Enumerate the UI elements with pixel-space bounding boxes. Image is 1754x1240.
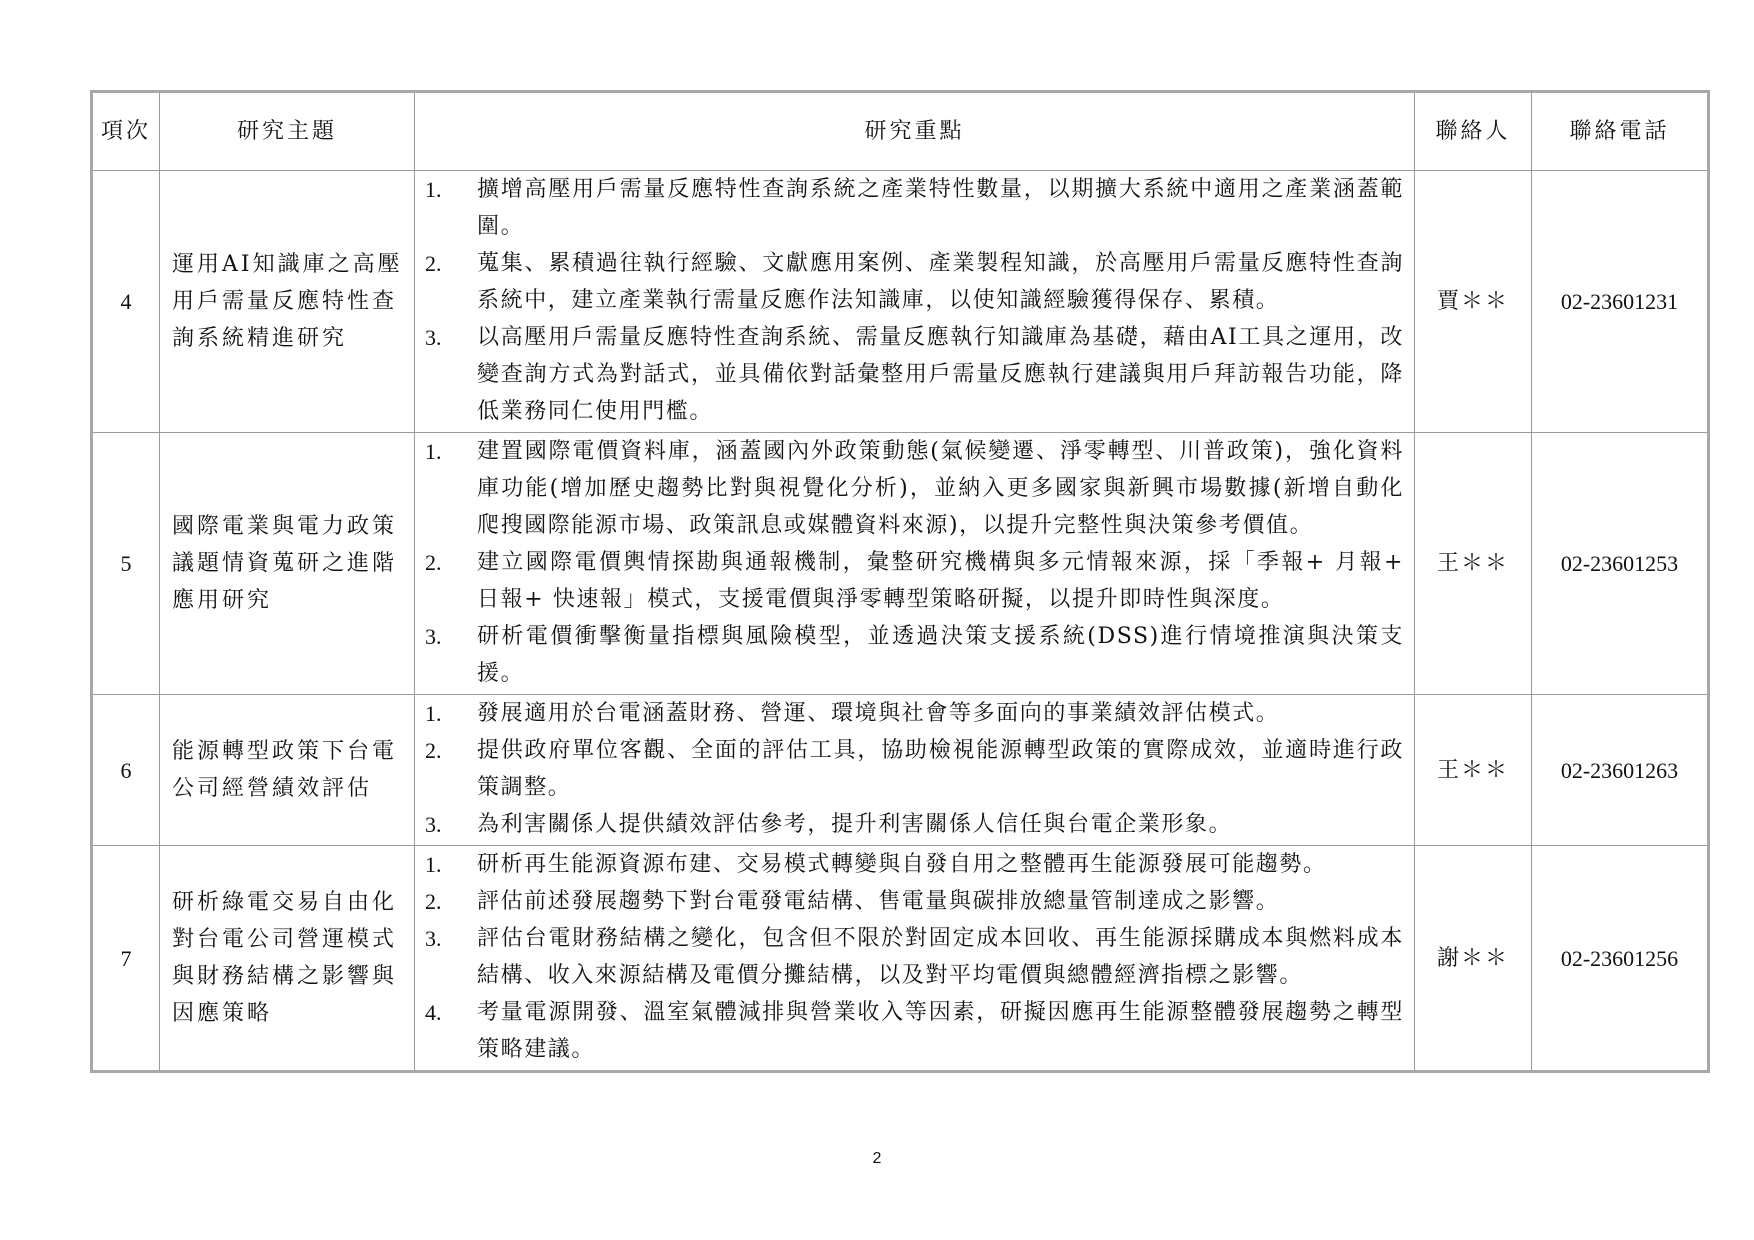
research-topic-cell: 能源轉型政策下台電公司經營績效評估 (160, 695, 415, 846)
focus-point (425, 433, 1404, 544)
focus-point (425, 732, 1404, 806)
table-header-row (92, 92, 1709, 171)
focus-point-text: 為利害關係人提供績效評估參考，提升利害關係人信任與台電企業形象。 (477, 812, 1233, 837)
item-number-cell: 6 (92, 695, 160, 846)
focus-point-number: 3. (425, 812, 442, 837)
contact-phone-cell: 02-23601253 (1532, 433, 1709, 695)
page-number: 2 (872, 1150, 882, 1167)
focus-point-text: 蒐集、累積過往執行經驗、文獻應用案例、產業製程知識，於高壓用戶需量反應特性查詢系統中，建立產業執行需量反應作法知識庫，以使知識經驗獲得保存、累積。 (477, 251, 1404, 313)
focus-point (425, 994, 1404, 1068)
focus-point-text: 建置國際電價資料庫，涵蓋國內外政策動態(氣候變遷、淨零轉型、川普政策)，強化資料庫功能(增加歷史趨勢比對與視覺化分析)，並納入更多國家與新興市場數據(新增自動化爬搜國際能源市場、政策訊息或媒體資料來源)，以提升完整性與決策參考價值。 (477, 439, 1404, 538)
contact-person-cell: 賈＊＊ (1415, 171, 1532, 433)
contact-phone-cell: 02-23601263 (1532, 695, 1709, 846)
table-row (92, 695, 1709, 846)
focus-point-number: 2. (425, 738, 442, 763)
focus-point-text: 研析電價衝擊衡量指標與風險模型，並透過決策支援系統(DSS)進行情境推演與決策支援。 (477, 624, 1404, 686)
focus-point-text: 以高壓用戶需量反應特性查詢系統、需量反應執行知識庫為基礎，藉由AI工具之運用，改變查詢方式為對話式，並具備依對話彙整用戶需量反應執行建議與用戶拜訪報告功能，降低業務同仁使用門檻。 (477, 325, 1404, 424)
table-row (92, 171, 1709, 433)
table-row (92, 846, 1709, 1072)
header-contact-person: 聯絡人 (1415, 92, 1532, 171)
research-focus-cell (415, 171, 1415, 433)
focus-point-number: 3. (425, 325, 442, 350)
focus-point (425, 618, 1404, 692)
item-number-cell: 7 (92, 846, 160, 1072)
item-number-cell: 4 (92, 171, 160, 433)
focus-point (425, 883, 1404, 920)
research-topic-cell: 研析綠電交易自由化對台電公司營運模式與財務結構之影響與因應策略 (160, 846, 415, 1072)
contact-phone-cell: 02-23601231 (1532, 171, 1709, 433)
research-focus-cell (415, 433, 1415, 695)
focus-point-text: 研析再生能源資源布建、交易模式轉變與自發自用之整體再生能源發展可能趨勢。 (477, 852, 1327, 877)
focus-point-text: 發展適用於台電涵蓋財務、營運、環境與社會等多面向的事業績效評估模式。 (477, 701, 1280, 726)
focus-point (425, 806, 1404, 843)
focus-point-text: 考量電源開發、溫室氣體減排與營業收入等因素，研擬因應再生能源整體發展趨勢之轉型策略建議。 (477, 1000, 1404, 1062)
focus-point-number: 1. (425, 439, 442, 464)
item-number-cell: 5 (92, 433, 160, 695)
focus-point (425, 544, 1404, 618)
focus-point (425, 846, 1404, 883)
research-topic-cell: 國際電業與電力政策議題情資蒐研之進階應用研究 (160, 433, 415, 695)
focus-point-number: 2. (425, 889, 442, 914)
focus-point-number: 1. (425, 177, 442, 202)
table-row (92, 433, 1709, 695)
focus-point-text: 評估台電財務結構之變化，包含但不限於對固定成本回收、再生能源採購成本與燃料成本結構、收入來源結構及電價分攤結構，以及對平均電價與總體經濟指標之影響。 (477, 926, 1404, 988)
focus-point-number: 3. (425, 926, 442, 951)
focus-point-number: 2. (425, 550, 442, 575)
header-research-topic: 研究主題 (160, 92, 415, 171)
focus-point (425, 171, 1404, 245)
research-topics-table (90, 90, 1710, 1073)
contact-phone-cell: 02-23601256 (1532, 846, 1709, 1072)
focus-point-number: 4. (425, 1000, 442, 1025)
focus-point-text: 建立國際電價輿情探勘與通報機制，彙整研究機構與多元情報來源，採「季報+ 月報+ 日報+ 快速報」模式，支援電價與淨零轉型策略研擬，以提升即時性與深度。 (477, 550, 1404, 612)
table-body (92, 171, 1709, 1072)
focus-point-number: 2. (425, 251, 442, 276)
focus-point (425, 920, 1404, 994)
focus-point (425, 319, 1404, 430)
focus-point-number: 1. (425, 852, 442, 877)
contact-person-cell: 王＊＊ (1415, 433, 1532, 695)
focus-point (425, 695, 1404, 732)
research-topic-cell: 運用AI知識庫之高壓用戶需量反應特性查詢系統精進研究 (160, 171, 415, 433)
contact-person-cell: 謝＊＊ (1415, 846, 1532, 1072)
focus-point-number: 3. (425, 624, 442, 649)
header-research-focus: 研究重點 (415, 92, 1415, 171)
contact-person-cell: 王＊＊ (1415, 695, 1532, 846)
focus-point-text: 提供政府單位客觀、全面的評估工具，協助檢視能源轉型政策的實際成效，並適時進行政策調整。 (477, 738, 1404, 800)
header-item-number: 項次 (92, 92, 160, 171)
focus-point-text: 擴增高壓用戶需量反應特性查詢系統之產業特性數量，以期擴大系統中適用之產業涵蓋範圍。 (477, 177, 1404, 239)
focus-point-text: 評估前述發展趨勢下對台電發電結構、售電量與碳排放總量管制達成之影響。 (477, 889, 1280, 914)
focus-point-number: 1. (425, 701, 442, 726)
focus-point (425, 245, 1404, 319)
research-focus-cell (415, 846, 1415, 1072)
header-contact-phone: 聯絡電話 (1532, 92, 1709, 171)
research-focus-cell (415, 695, 1415, 846)
